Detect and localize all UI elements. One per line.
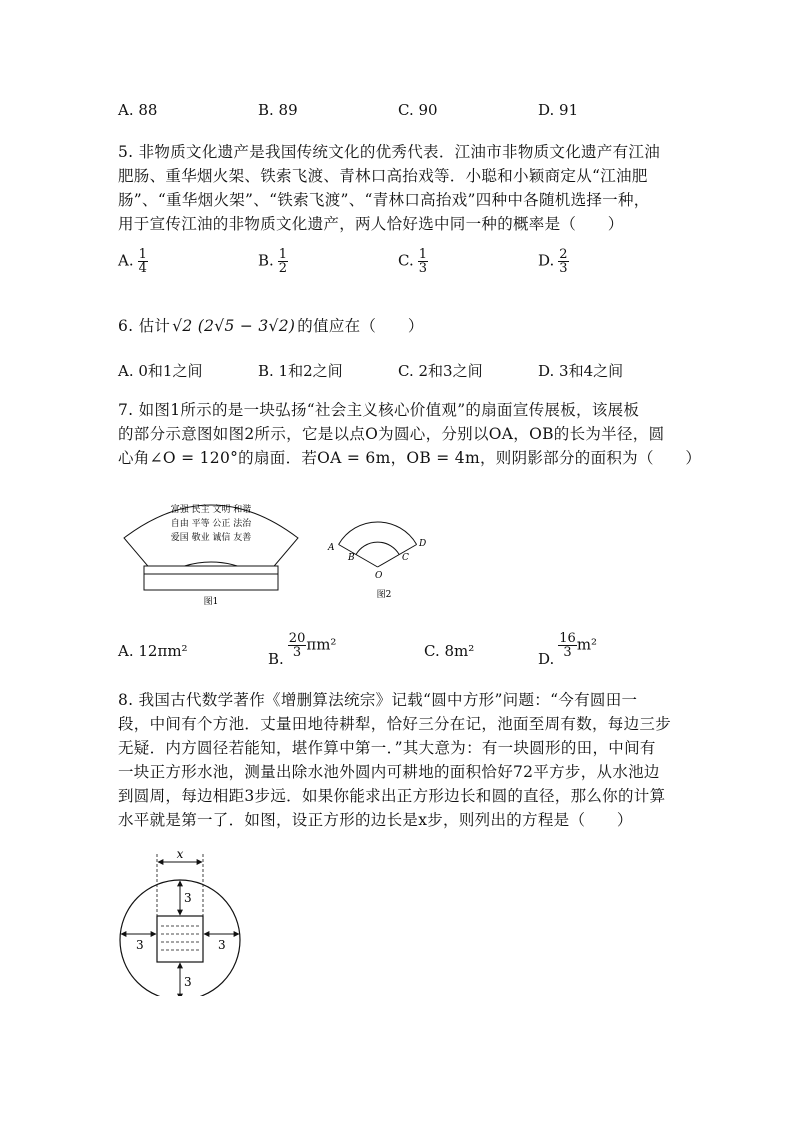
q8-line-3: 无疑．内方圆径若能知，堪作算中第一．”其大意为：有一块圆形的田，中间有 [118, 739, 656, 757]
q8-top-label: 3 [184, 891, 192, 905]
q4-option-b: B. 89 [258, 101, 298, 119]
fig2-label-a: A [328, 543, 335, 553]
q7-option-b: B. $\frac{20}{3}$ πm² [268, 631, 337, 668]
q7-line-3: 心角∠O = 120°的扇面．若OA = 6m，OB = 4m，则阴影部分的面积为（ ） [118, 449, 702, 467]
q8-right-label: 3 [218, 938, 226, 952]
q6-option-a: A. 0和1之间 [118, 362, 203, 380]
q4-option-d: D. 91 [538, 101, 579, 119]
q6-suffix: 的值应在（ ） [297, 317, 424, 335]
q7-line-1: 7. 如图1所示的是一块弘扬“社会主义核心价值观”的扇面宣传展板，该展板 [118, 401, 640, 419]
q4-option-c: C. 90 [398, 101, 438, 119]
q4-option-a: A. 88 [118, 101, 158, 119]
q6-option-d: D. 3和4之间 [538, 362, 624, 380]
fig2-radius-od [378, 545, 417, 568]
q8-square-pool [157, 916, 203, 962]
q5-line-1: 5. 非物质文化遗产是我国传统文化的优秀代表．江油市非物质文化遗产有江油 [118, 143, 661, 161]
figure-q8 [116, 846, 246, 996]
fig2-label-c: C [402, 553, 409, 563]
q8-line-6: 水平就是第一了．如图，设正方形的边长是x步，则列出的方程是（ ） [118, 811, 633, 829]
q6-option-b: B. 1和2之间 [258, 362, 343, 380]
q7-option-d: D. $\frac{16}{3}$ m² [538, 631, 598, 668]
q6-prefix: 6. 估计 [118, 317, 171, 335]
fig2-inner-arc [356, 542, 399, 554]
figure-2 [322, 500, 452, 600]
q5-option-c: C. $\frac{1}{3}$ [398, 247, 427, 276]
fig2-radius-oa [339, 545, 378, 568]
fig1-row-1: 富强 民主 文明 和谐 [170, 505, 252, 515]
q7-option-c: C. 8m² [424, 642, 475, 660]
question-6 [118, 314, 424, 336]
q5-option-b: B. $\frac{1}{2}$ [258, 247, 288, 276]
q7-line-2: 的部分示意图如图2所示，它是以点O为圆心，分别以OA，OB的长为半径，圆 [118, 425, 665, 443]
figure-1 [118, 486, 308, 612]
q6-option-c: C. 2和3之间 [398, 362, 483, 380]
q8-bottom-label: 3 [184, 975, 192, 989]
fig1-row-2: 自由 平等 公正 法治 [170, 519, 252, 529]
q7-option-a: A. 12πm² [118, 642, 188, 660]
q8-left-label: 3 [136, 938, 144, 952]
q8-x-label: x [176, 847, 184, 861]
q5-option-d: D. $\frac{2}{3}$ [538, 247, 568, 276]
fig2-outer-arc [339, 522, 417, 545]
q5-line-4: 用于宣传江油的非物质文化遗产，两人恰好选中同一种的概率是（ ） [118, 215, 624, 233]
fig1-caption: 图1 [203, 597, 219, 607]
q8-line-4: 一块正方形水池，测量出除水池外圆内可耕地的面积恰好72平方步，从水池边 [118, 763, 660, 781]
q5-option-a: A. $\frac{1}{4}$ [118, 247, 147, 276]
q8-line-1: 8. 我国古代数学著作《增删算法统宗》记载“圆中方形”问题：“今有圆田一 [118, 691, 638, 709]
q8-line-5: 到圆周，每边相距3步远．如果你能求出正方形边长和圆的直径，那么你的计算 [118, 787, 666, 805]
fig1-row-3: 爱国 敬业 诚信 友善 [170, 533, 252, 543]
fig1-stand [144, 566, 278, 590]
fig2-label-d: D [419, 539, 427, 549]
q5-line-3: 肠”、“重华烟火架”、“铁索飞渡”、“青林口高抬戏”四种中各随机选择一种， [118, 191, 650, 209]
q8-line-2: 段，中间有个方池．丈量田地待耕犁，恰好三分在记，池面至周有数，每边三步 [118, 715, 672, 733]
fig2-caption: 图2 [376, 590, 392, 600]
fig2-label-o: O [375, 571, 383, 581]
q5-line-2: 肥肠、重华烟火架、铁索飞渡、青林口高抬戏等．小聪和小颖商定从“江油肥 [118, 167, 648, 185]
fig2-label-b: B [348, 553, 355, 563]
q6-expression: √2 (2√5 − 3√2) [172, 317, 296, 335]
